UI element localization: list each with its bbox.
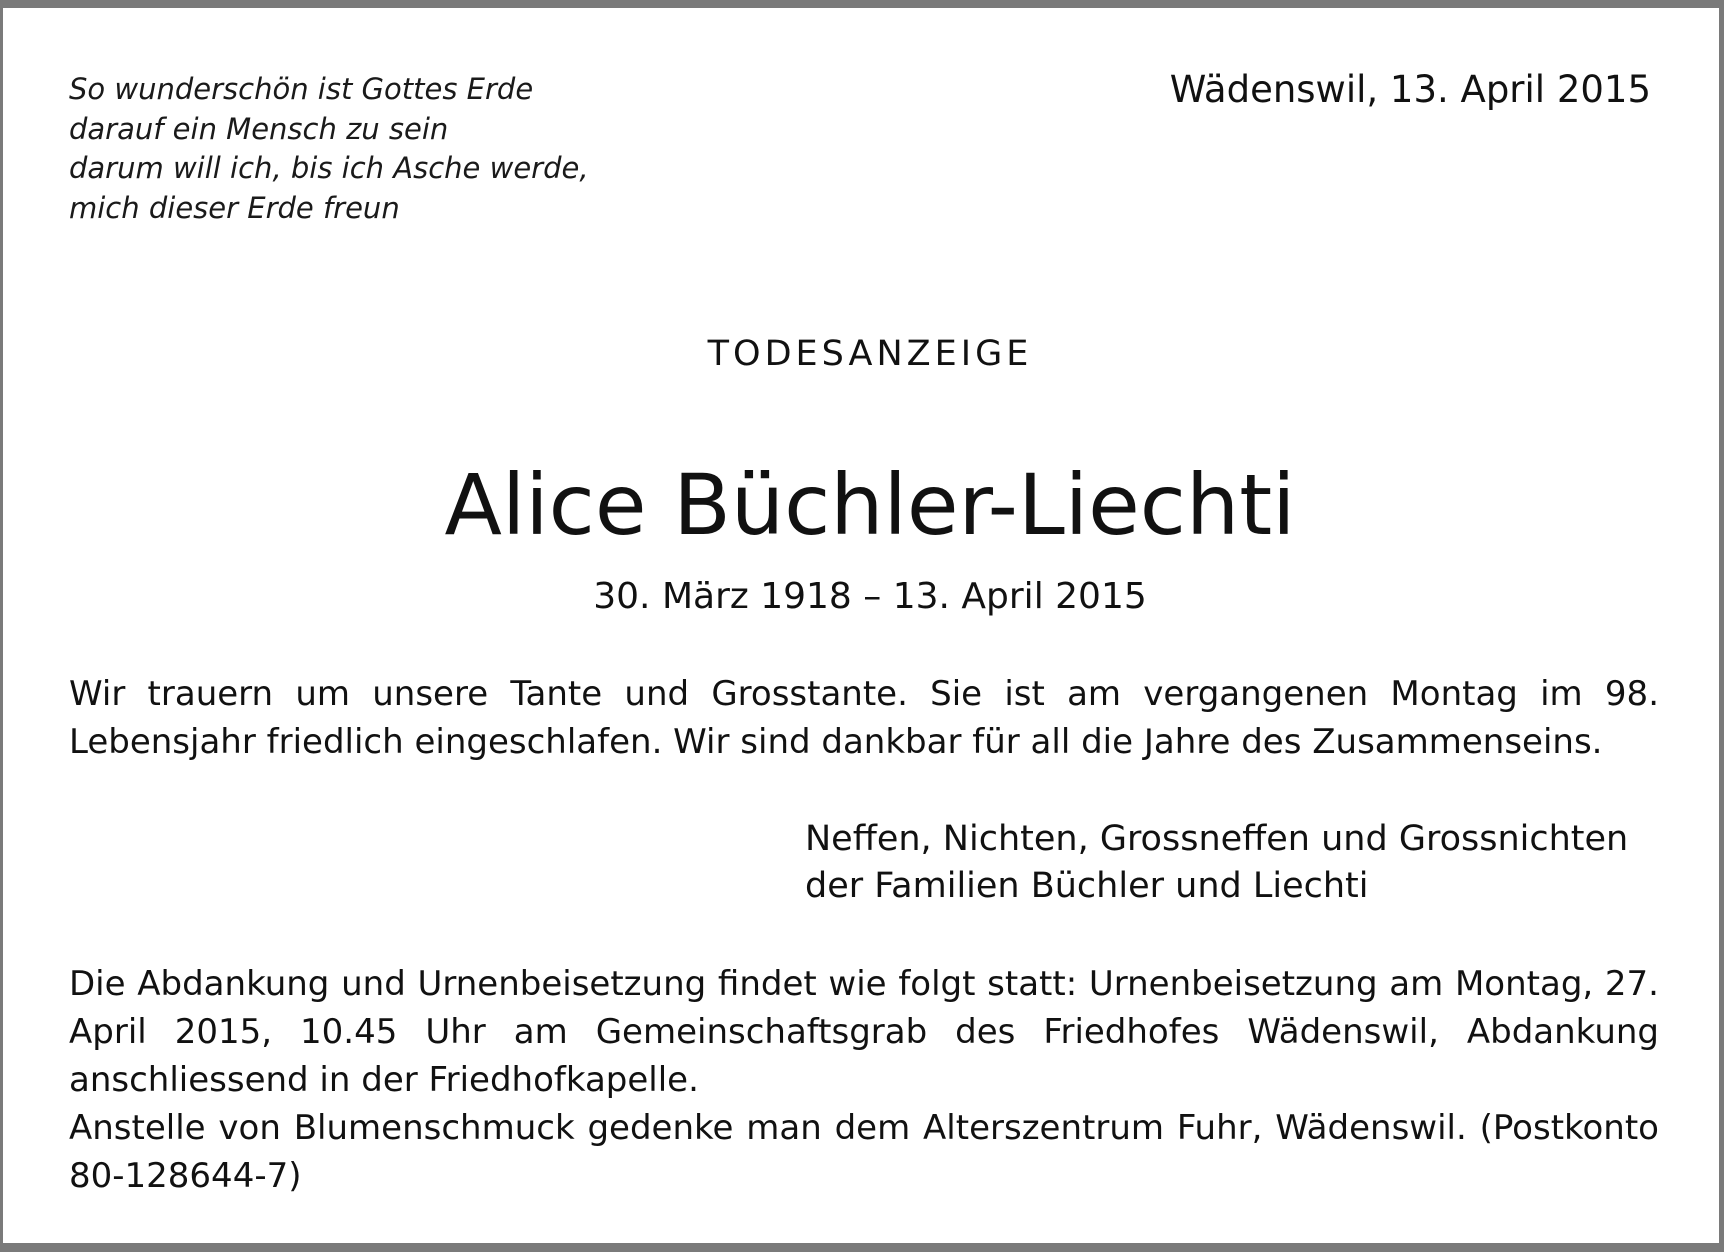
notice-heading: TODESANZEIGE [707,334,1033,374]
motto-line: darauf ein Mensch zu sein [69,111,449,146]
motto-verse [69,70,589,228]
mourners-signature [805,816,1628,910]
mourners-line: der Familien Büchler und Liechti [805,866,1369,906]
place-and-date: Wädenswil, 13. April 2015 [1169,68,1651,111]
service-paragraph: Die Abdankung und Urnenbeisetzung findet wie folgt statt: Urnenbeisetzung am Montag, 27. April 2015, 10.45 Uhr am Gemeinschaftsgrab des Friedhofes Wädenswil, Abdankung anschliessend in der Friedhofkapelle. [69,964,1659,1100]
motto-line: darum will ich, bis ich Asche werde, [69,151,589,185]
motto-line: So wunderschön ist Gottes Erde [69,72,534,106]
mourning-paragraph: Wir trauern um unsere Tante und Grosstante. Sie ist am vergangenen Montag im 98. Lebensjahr friedlich eingeschlafen. Wir sind dankbar für all die Jahre des Zusammenseins. [69,674,1659,762]
service-information [69,960,1659,1200]
donation-paragraph: Anstelle von Blumenschmuck gedenke man dem Alterszentrum Fuhr, Wädenswil. (Postkonto 80-128644-7) [69,1108,1659,1196]
mourners-line: Neffen, Nichten, Grossneffen und Grossnichten [805,819,1629,859]
deceased-name: Alice Büchler-Liechti [444,456,1296,554]
life-dates: 30. März 1918 – 13. April 2015 [593,576,1147,617]
motto-line: mich dieser Erde freun [69,190,400,225]
